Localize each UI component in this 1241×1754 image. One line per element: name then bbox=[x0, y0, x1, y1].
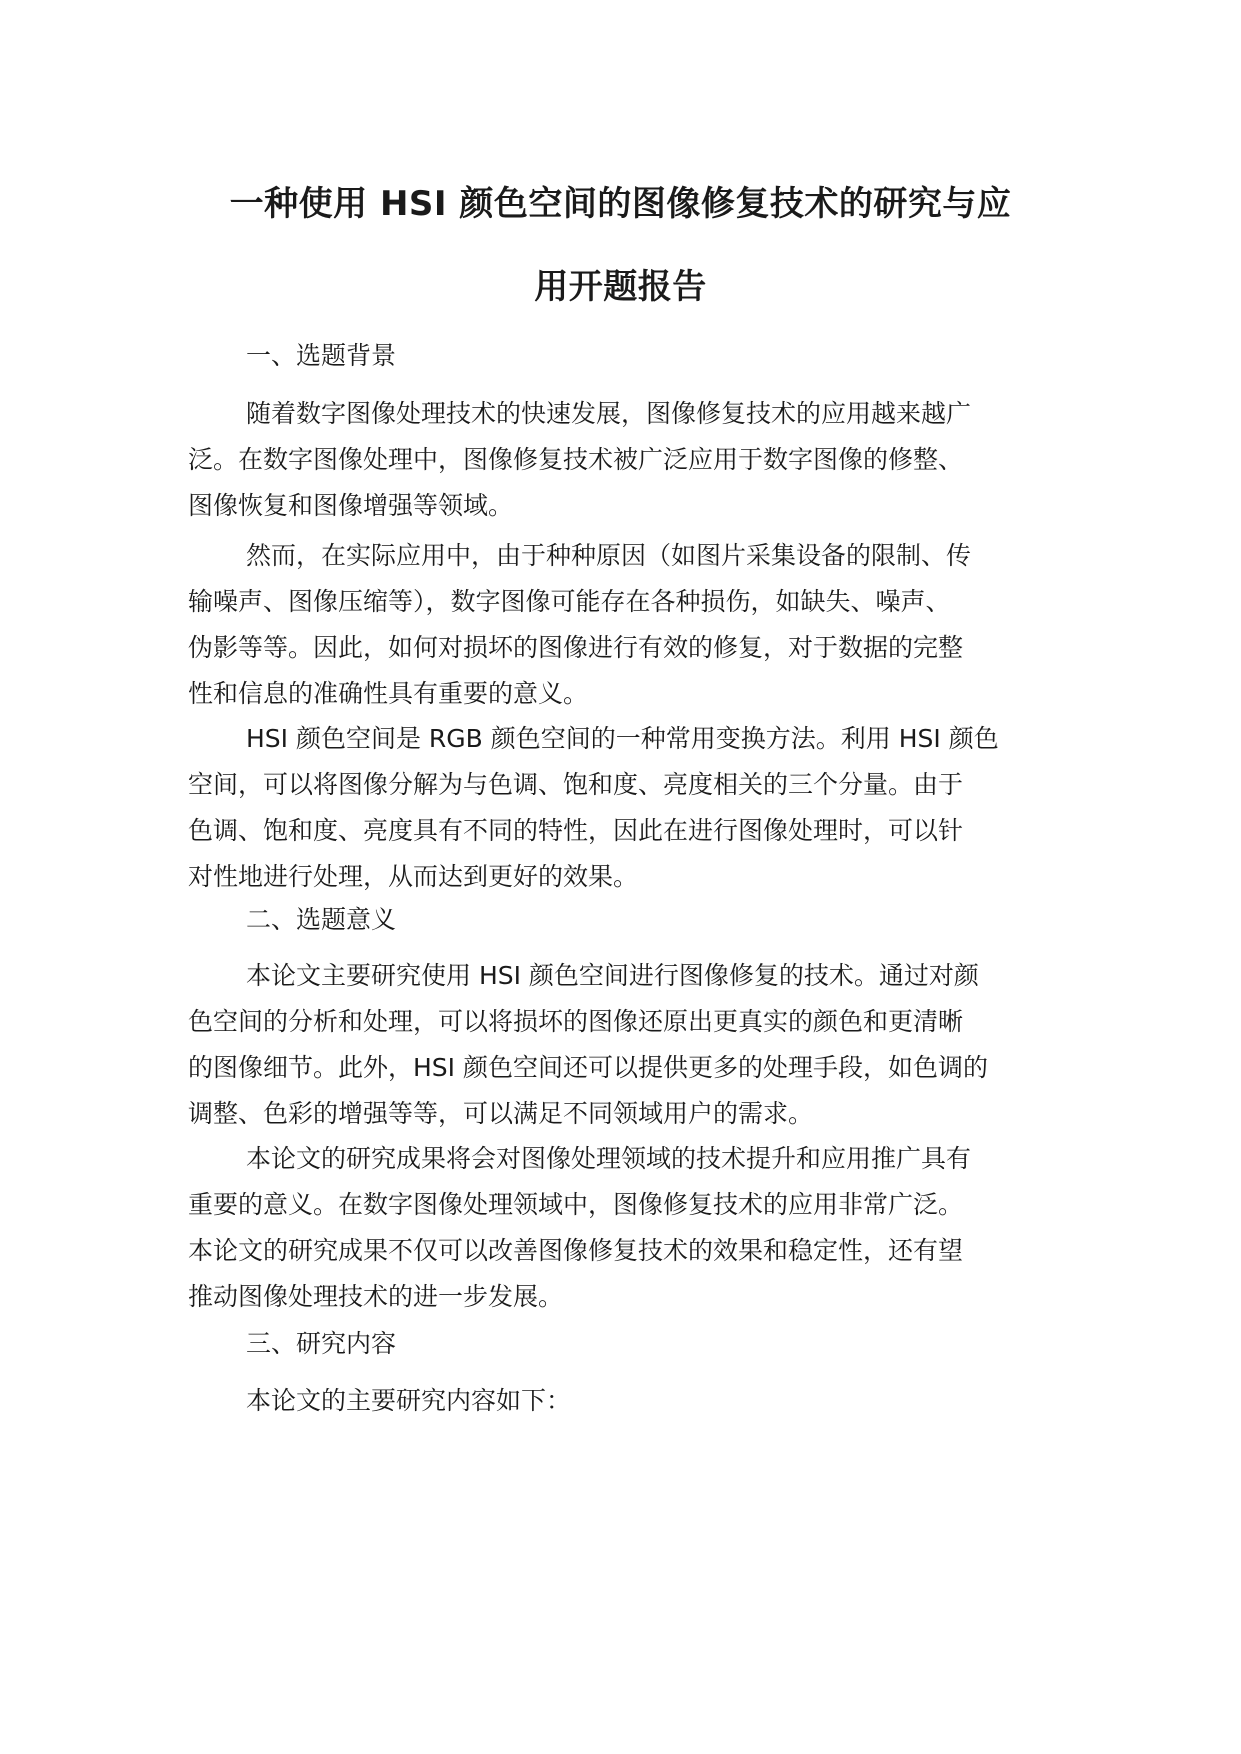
text-line: 本论文主要研究使用 HSI 颜色空间进行图像修复的技术。通过对颜 bbox=[246, 961, 979, 990]
text-line: 伪影等等。因此，如何对损坏的图像进行有效的修复，对于数据的完整 bbox=[188, 633, 964, 662]
section-heading-content: 三、研究内容 bbox=[246, 1329, 397, 1358]
section-heading-significance: 二、选题意义 bbox=[246, 905, 397, 934]
text-line: 图像恢复和图像增强等领域。 bbox=[188, 491, 514, 520]
text-line: 重要的意义。在数字图像处理领域中，图像修复技术的应用非常广泛。 bbox=[188, 1190, 964, 1219]
text-line: 的图像细节。此外，HSI 颜色空间还可以提供更多的处理手段，如色调的 bbox=[188, 1053, 988, 1082]
paragraph-content-1 bbox=[188, 1378, 1068, 1424]
text-line: 然而，在实际应用中，由于种种原因（如图片采集设备的限制、传 bbox=[246, 541, 972, 570]
text-line: 推动图像处理技术的进一步发展。 bbox=[188, 1282, 564, 1311]
paragraph-background-1 bbox=[188, 391, 1068, 529]
text-line: 本论文的研究成果将会对图像处理领域的技术提升和应用推广具有 bbox=[246, 1144, 972, 1173]
text-line: 随着数字图像处理技术的快速发展，图像修复技术的应用越来越广 bbox=[246, 399, 972, 428]
text-line: 色空间的分析和处理，可以将损坏的图像还原出更真实的颜色和更清晰 bbox=[188, 1007, 964, 1036]
document-title-line-2: 用开题报告 bbox=[534, 267, 707, 307]
text-line: 色调、饱和度、亮度具有不同的特性，因此在进行图像处理时，可以针 bbox=[188, 816, 964, 845]
text-line: 空间，可以将图像分解为与色调、饱和度、亮度相关的三个分量。由于 bbox=[188, 770, 964, 799]
paragraph-background-3 bbox=[188, 716, 1068, 900]
text-line: 泛。在数字图像处理中，图像修复技术被广泛应用于数字图像的修整、 bbox=[188, 445, 964, 474]
text-line: 本论文的研究成果不仅可以改善图像修复技术的效果和稳定性，还有望 bbox=[188, 1236, 964, 1265]
paragraph-significance-1 bbox=[188, 953, 1068, 1137]
paragraph-significance-2 bbox=[188, 1136, 1068, 1320]
text-line: 输噪声、图像压缩等），数字图像可能存在各种损伤，如缺失、噪声、 bbox=[188, 587, 951, 616]
text-line: 性和信息的准确性具有重要的意义。 bbox=[188, 679, 589, 708]
section-heading-background: 一、选题背景 bbox=[246, 341, 397, 370]
text-line: 本论文的主要研究内容如下： bbox=[246, 1386, 572, 1415]
document-title-line-1: 一种使用 HSI 颜色空间的图像修复技术的研究与应 bbox=[229, 184, 1012, 224]
text-line: 对性地进行处理，从而达到更好的效果。 bbox=[188, 862, 639, 891]
text-line: HSI 颜色空间是 RGB 颜色空间的一种常用变换方法。利用 HSI 颜色 bbox=[246, 724, 999, 753]
text-line: 调整、色彩的增强等等，可以满足不同领域用户的需求。 bbox=[188, 1099, 814, 1128]
paragraph-background-2 bbox=[188, 533, 1068, 717]
